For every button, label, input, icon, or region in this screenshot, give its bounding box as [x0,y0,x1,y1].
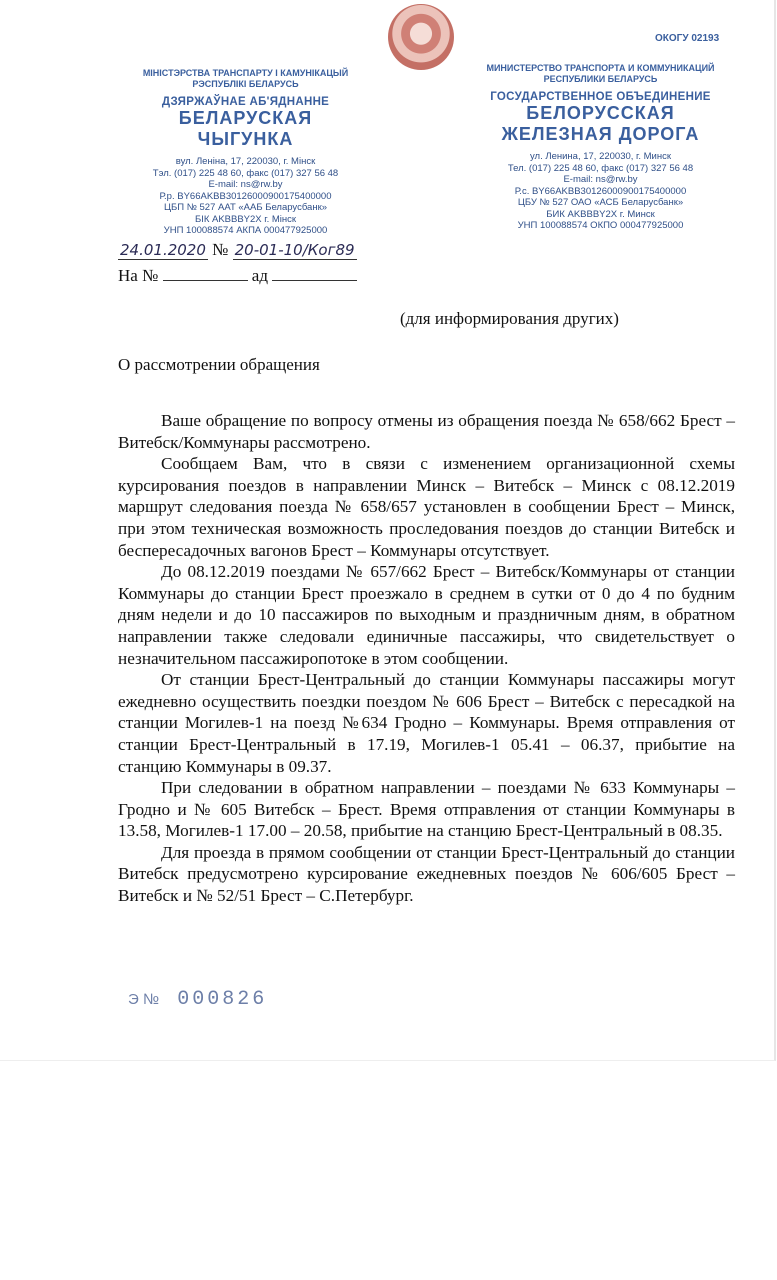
serial-label: Э № [128,991,160,1008]
number-label: № [212,240,229,259]
letter-subject: О рассмотрении обращения [118,355,320,374]
address-ru [478,151,723,232]
paragraph: Для проезда в прямом сообщении от станции Брест-Центральный до станции Витебск предусмотрено курсирование ежедневных поездов № 606/605 Брест – Витебск и № 52/51 Брест – С.Петербург. [118,842,735,906]
reference-line [118,266,357,286]
ministry-by-2: РЭСПУБЛІКІ БЕЛАРУСЬ [192,79,299,89]
paragraph: Ваше обращение по вопросу отмены из обращения поезда № 658/662 Брест – Витебск/Коммунары рассмотрено. [118,411,735,452]
bic-line: БІК AKBBBY2X г. Мінск [194,213,297,225]
ministry-by: МІНІСТЭРСТВА ТРАНСПАРТУ І КАМУНІКАЦЫЙ [142,68,349,78]
address-line: ул. Ленина, 17, 220030, г. Минск [529,151,672,162]
email-line: E-mail: ns@rw.by [563,174,638,185]
phone-line: Тэл. (017) 225 48 60, факс (017) 327 56 48 [152,167,339,179]
bank-line: ЦБУ № 527 ОАО «АСБ Беларусбанк» [517,197,684,208]
reference-label: На № [118,266,159,285]
unp-line: УНП 100088574 АКПА 000477925000 [163,225,328,236]
reference-number-blank [163,266,248,281]
reference-date-label: ад [251,266,268,285]
letter-date: 24.01.2020 [120,241,206,259]
ministry-ru: МИНИСТЕРСТВО ТРАНСПОРТА И КОММУНИКАЦИЙ [486,63,715,73]
org-type-ru: ГОСУДАРСТВЕННОЕ ОБЪЕДИНЕНИЕ [490,91,711,103]
serial-value: 000826 [177,988,268,1011]
phone-line: Тел. (017) 225 48 60, факс (017) 327 56 48 [507,162,694,174]
paragraph: До 08.12.2019 поездами № 657/662 Брест – Витебск/Коммунары от станции Коммунары до станции Брест проезжало в среднем в сутки от 0 до 4 по будним дням недели и до 10 пассажиров по выходным и праздничным дням, в обратном направлении также следовали единичные пассажиры, что свидетельствует о незначительном пассажиропотоке в этом сообщении. [118,562,735,668]
registration-line [118,240,357,260]
addressee-note: (для информирования других) [400,309,619,328]
account-line: Р.с. BY66AKBB30126000900175400000 [514,185,687,197]
letter-body [118,410,735,907]
letterhead-belarusian [118,68,373,237]
letter-number: 20-01-10/Ког89 [234,241,355,259]
org-name-by-2: ЧЫГУНКА [197,129,294,149]
serial-number [128,988,267,1011]
email-line: E-mail: ns@rw.by [208,179,283,190]
paragraph: От станции Брест-Центральный до станции Коммунары пассажиры могут ежедневно осуществить поездки поездом № 606 Брест – Витебск с пересадкой на станции Могилев-1 на поезд №634 Гродно – Коммунары. Время отправления от станции Брест-Центральный в 17.19, Могилев-1 05.41 – 06.37, прибытие на станцию Коммунары в 09.37. [118,670,735,776]
bank-line: ЦБП № 527 ААТ «ААБ Беларусбанк» [163,202,328,213]
address-by [118,156,373,237]
account-line: Р.р. BY66AKBB30126000900175400000 [159,190,332,202]
letterhead-russian [478,63,723,232]
unp-line: УНП 100088574 ОКПО 000477925000 [517,220,684,231]
bic-line: БИК AKBBBY2X г. Минск [546,208,655,220]
org-type-by: ДЗЯРЖАЎНАЕ АБ'ЯДНАННЕ [161,96,330,108]
state-emblem-icon [388,4,454,70]
okogu-code: ОКОГУ 02193 [655,33,720,44]
reference-date-blank [272,266,357,281]
org-name-ru-2: ЖЕЛЕЗНАЯ ДОРОГА [501,124,700,144]
ministry-ru-2: РЕСПУБЛИКИ БЕЛАРУСЬ [543,74,658,84]
paragraph: Сообщаем Вам, что в связи с изменением организационной схемы курсирования поездов в направлении Минск – Витебск – Минск с 08.12.2019 маршрут следования поезда № 658/657 установлен в сообщении Брест – Минск, при этом техническая возможность проследования поездов до станции Витебск и беспересадочных вагонов Брест – Коммунары отсутствует. [118,454,735,560]
org-name-by-1: БЕЛАРУСКАЯ [178,108,313,128]
org-name-ru-1: БЕЛОРУССКАЯ [526,103,675,123]
paragraph: При следовании в обратном направлении – поездами № 633 Коммунары – Гродно и № 605 Витебск – Брест. Время отправления от станции Коммунары в 13.58, Могилев-1 17.00 – 20.58, прибытие на станцию Брест-Центральный в 08.35. [118,778,735,841]
address-line: вул. Леніна, 17, 220030, г. Мінск [175,156,316,167]
